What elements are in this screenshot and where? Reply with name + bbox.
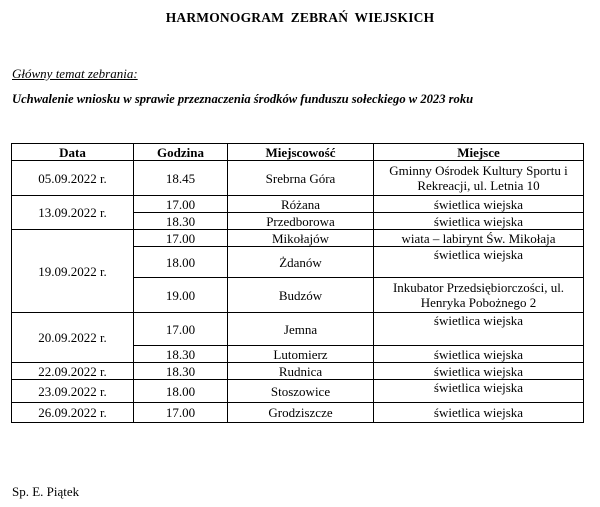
header-place: Miejsce (374, 144, 584, 161)
table-row (12, 363, 584, 380)
cell-time: 18.00 (134, 247, 228, 278)
table-row (12, 403, 584, 423)
cell-time: 17.00 (134, 230, 228, 247)
cell-time: 18.30 (134, 213, 228, 230)
header-time: Godzina (134, 144, 228, 161)
table-header-row (12, 144, 584, 161)
page-title: HARMONOGRAM ZEBRAŃ WIEJSKICH (165, 10, 435, 25)
cell-place: świetlica wiejska (374, 313, 584, 346)
cell-village: Jemna (228, 313, 374, 346)
cell-date: 05.09.2022 r. (12, 161, 134, 196)
signature: Sp. E. Piątek (12, 484, 80, 499)
cell-time: 18.30 (134, 363, 228, 380)
cell-village: Grodziszcze (228, 403, 374, 423)
cell-place: Inkubator Przedsiębiorczości, ul. Henryka Pobożnego 2 (374, 278, 584, 313)
header-village: Miejscowość (228, 144, 374, 161)
cell-village: Przedborowa (228, 213, 374, 230)
cell-time: 19.00 (134, 278, 228, 313)
table-row (12, 196, 584, 213)
table-row (12, 313, 584, 346)
cell-village: Stoszowice (228, 380, 374, 403)
cell-date: 20.09.2022 r. (12, 313, 134, 363)
topic-label: Główny temat zebrania: (12, 66, 138, 81)
cell-date: 23.09.2022 r. (12, 380, 134, 403)
cell-village: Rudnica (228, 363, 374, 380)
cell-village: Żdanów (228, 247, 374, 278)
table-row (12, 230, 584, 247)
cell-place: świetlica wiejska (374, 363, 584, 380)
cell-time: 17.00 (134, 403, 228, 423)
cell-time: 18.45 (134, 161, 228, 196)
cell-place: Gminny Ośrodek Kultury Sportu i Rekreacji, ul. Letnia 10 (374, 161, 584, 196)
cell-date: 13.09.2022 r. (12, 196, 134, 230)
cell-place: świetlica wiejska (374, 247, 584, 278)
cell-date: 26.09.2022 r. (12, 403, 134, 423)
table-row (12, 161, 584, 196)
cell-village: Budzów (228, 278, 374, 313)
cell-place: świetlica wiejska (374, 403, 584, 423)
cell-place: świetlica wiejska (374, 380, 584, 403)
table-row (12, 380, 584, 403)
cell-time: 18.30 (134, 346, 228, 363)
cell-date: 22.09.2022 r. (12, 363, 134, 380)
cell-village: Srebrna Góra (228, 161, 374, 196)
cell-date: 19.09.2022 r. (12, 230, 134, 313)
cell-place: świetlica wiejska (374, 346, 584, 363)
meeting-topic: Uchwalenie wniosku w sprawie przeznaczenia środków funduszu sołeckiego w 2023 roku (12, 92, 474, 106)
cell-time: 18.00 (134, 380, 228, 403)
cell-place: świetlica wiejska (374, 213, 584, 230)
cell-village: Mikołajów (228, 230, 374, 247)
cell-village: Różana (228, 196, 374, 213)
cell-time: 17.00 (134, 313, 228, 346)
cell-place: wiata – labirynt Św. Mikołaja (374, 230, 584, 247)
schedule-table (11, 143, 584, 423)
cell-place: świetlica wiejska (374, 196, 584, 213)
cell-village: Lutomierz (228, 346, 374, 363)
header-date: Data (12, 144, 134, 161)
cell-time: 17.00 (134, 196, 228, 213)
